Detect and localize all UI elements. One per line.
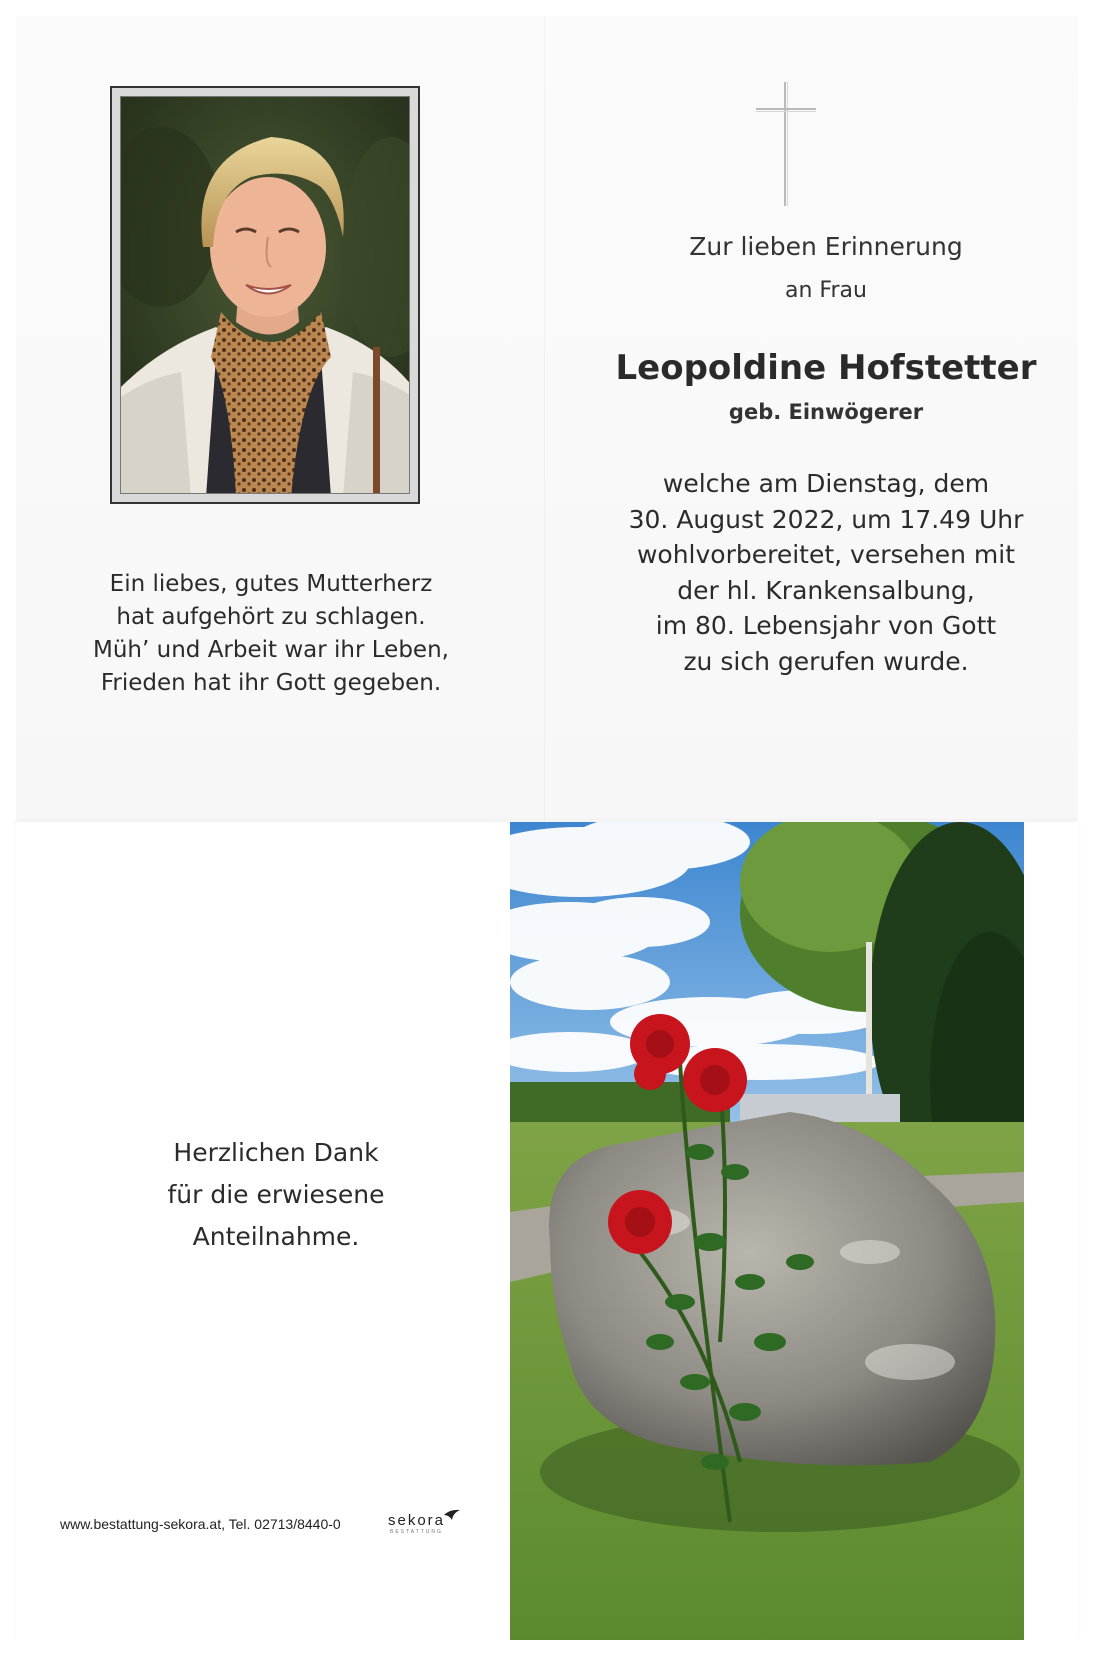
thanks-line: für die erwiesene (167, 1180, 385, 1209)
death-notice-line: wohlvorbereitet, versehen mit (636, 540, 1016, 569)
portrait-illustration (121, 97, 410, 494)
death-notice (566, 466, 1086, 679)
poem-line: hat aufgehört zu schlagen. (116, 604, 426, 630)
death-notice-line: im 80. Lebensjahr von Gott (655, 611, 997, 640)
portrait-frame (110, 86, 420, 504)
salutation: an Frau (785, 278, 867, 303)
thanks-line: Herzlichen Dank (173, 1138, 379, 1167)
poem-line: Frieden hat ihr Gott gegeben. (100, 670, 442, 696)
rose-stone-photo (510, 822, 1024, 1640)
logo-subtext: BESTATTUNG (390, 1529, 443, 1535)
death-notice-line: welche am Dienstag, dem (662, 469, 990, 498)
deceased-name: Leopoldine Hofstetter (615, 348, 1037, 388)
thanks-line: Anteilnahme. (192, 1222, 360, 1251)
rose-stone-illustration (510, 822, 1024, 1640)
maiden-name: geb. Einwögerer (728, 400, 924, 424)
logo-text: sekora (388, 1512, 446, 1529)
footer-contact: www.bestattung-sekora.at, Tel. 02713/8440-0 (60, 1516, 341, 1532)
death-notice-line: 30. August 2022, um 17.49 Uhr (628, 504, 1024, 534)
death-notice-line: zu sich gerufen wurde. (683, 646, 969, 676)
death-notice-line: der hl. Krankensalbung, (677, 575, 975, 605)
cross-icon (756, 82, 816, 206)
thanks-text (56, 1132, 496, 1258)
poem-line: Müh’ und Arbeit war ihr Leben, (93, 637, 449, 663)
portrait-photo (120, 96, 410, 494)
memorial-card-back (16, 822, 1078, 1640)
memory-heading: Zur lieben Erinnerung (689, 232, 963, 261)
sekora-logo (388, 1512, 446, 1535)
poem (56, 568, 486, 700)
memorial-card-front (16, 16, 1078, 820)
bird-icon (444, 1509, 460, 1521)
poem-line: Ein liebes, gutes Mutterherz (109, 571, 433, 597)
fold-line (544, 16, 545, 820)
